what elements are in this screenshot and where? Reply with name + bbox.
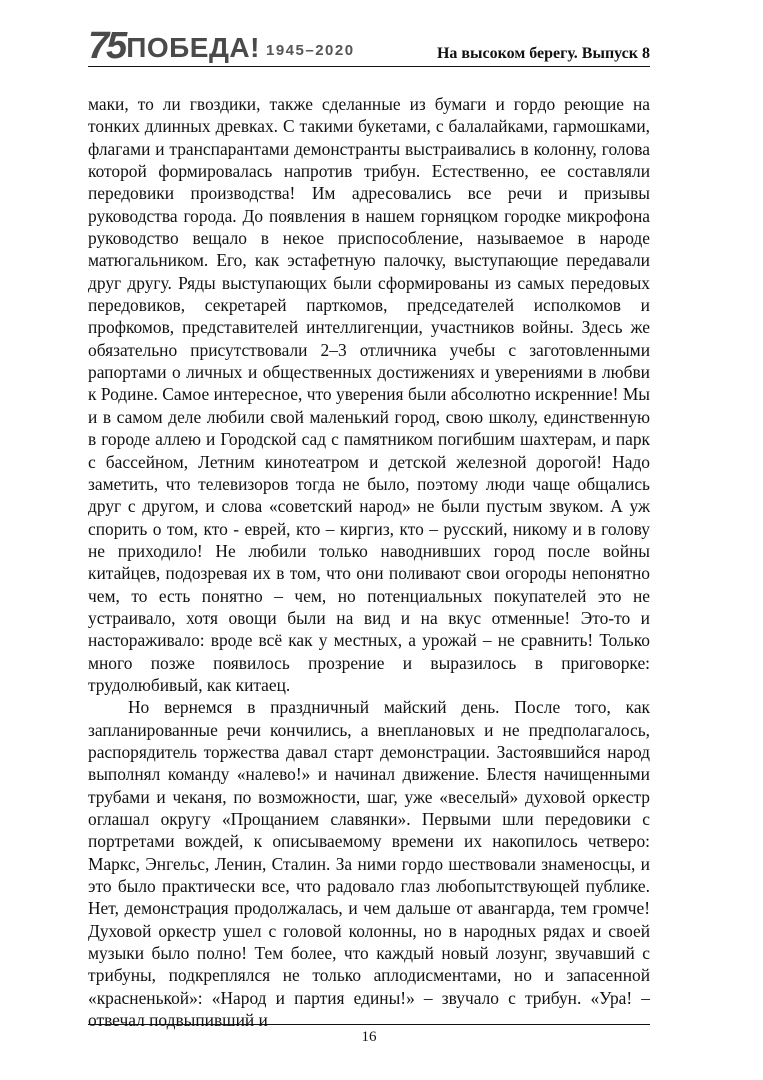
- paragraph-1: маки, то ли гвоздики, также сделанные из бумаги и гордо реющие на тонких длинных древках. С такими букетами, с балалайками, гармошками, флагами и транспарантами демонстранты выстраивались в колонну, голова которой формировалась напротив трибун. Естественно, ее составляли передовики производства! Им адресовались все речи и призывы руководства города. До появления в нашем горняцком городке микрофона руководство вещало в некое приспособление, называемое в народе матюгальником. Его, как эстафетную палочку, выступающие передавали друг другу. Ряды выступающих были сформированы из самых передовых передовиков, секретарей парткомов, председателей исполкомов и профкомов, представителей интеллигенции, участников войны. Здесь же обязательно присутствовали 2–3 отличника учебы с заготовленными рапортами о личных и общественных достижениях и уверениями в любви к Родине. Самое интересное, что уверения были абсолютно искренние! Мы и в самом деле любили свой маленький город, свою школу, единственную в городе аллею и Городской сад с памятником погибшим шахтерам, и парк с бассейном, Летним кинотеатром и детской железной дорогой! Надо заметить, что телевизоров тогда не было, поэтому люди чаще общались друг с другом, и слова «советский народ» не были пустым звуком. А уж спорить о том, кто - еврей, кто – киргиз, кто – русский, никому и в голову не приходило! Не любили только наводнивших город после войны китайцев, подозревая их в том, что они поливают свои огороды непонятно чем, то есть понятно – чем, но потенциальных покупателей это не устраивало, хотя овощи были на вид и на вкус отменные! Это-то и настораживало: вроде всё как у местных, а урожай – не сравнить! Только много позже появилось прозрение и выразилось в приговорке: трудолюбивый, как китаец.: [88, 94, 650, 695]
- victory-75-logo: [88, 26, 355, 66]
- logo-years: 1945–2020: [265, 42, 355, 59]
- footer-divider: [88, 1024, 650, 1025]
- paragraph-2: Но вернемся в праздничный майский день. После того, как запланированные речи кончились, а внеплановых и не предполагалось, распорядитель торжества давал старт демонстрации. Застоявшийся народ выполнял команду «налево!» и начинал движение. Блестя начищенными трубами и чеканя, по возможности, шаг, уже «веселый» духовой оркестр оглашал округу «Прощанием славянки». Первыми шли передовики с портретами вождей, к описываемому времени их накопилось четверо: Маркс, Энгельс, Ленин, Сталин. За ними гордо шествовали знаменосцы, и это было практически все, что радовало глаз любопытствующей публике. Нет, демонстрация продолжалась, и чем дальше от авангарда, тем громче! Духовой оркестр ушел с головой колонны, но в народных рядах и своей музыки было полно! Тем более, что каждый новый лозунг, звучавший с трибуны, подкреплялся не только аплодисментами, но и запасенной «красненькой»: «Народ и партия едины!» – звучало с трибун. «Ура! – отвечал подвыпивший и: [88, 697, 650, 1031]
- logo-word: ПОБЕДА!: [126, 32, 260, 63]
- article-body: [88, 93, 650, 1031]
- logo-number: 75: [88, 25, 125, 67]
- issue-title: На высоком берегу. Выпуск 8: [436, 45, 650, 62]
- page-number: 16: [361, 1029, 377, 1045]
- page-header: [88, 26, 650, 70]
- header-divider: [88, 66, 650, 67]
